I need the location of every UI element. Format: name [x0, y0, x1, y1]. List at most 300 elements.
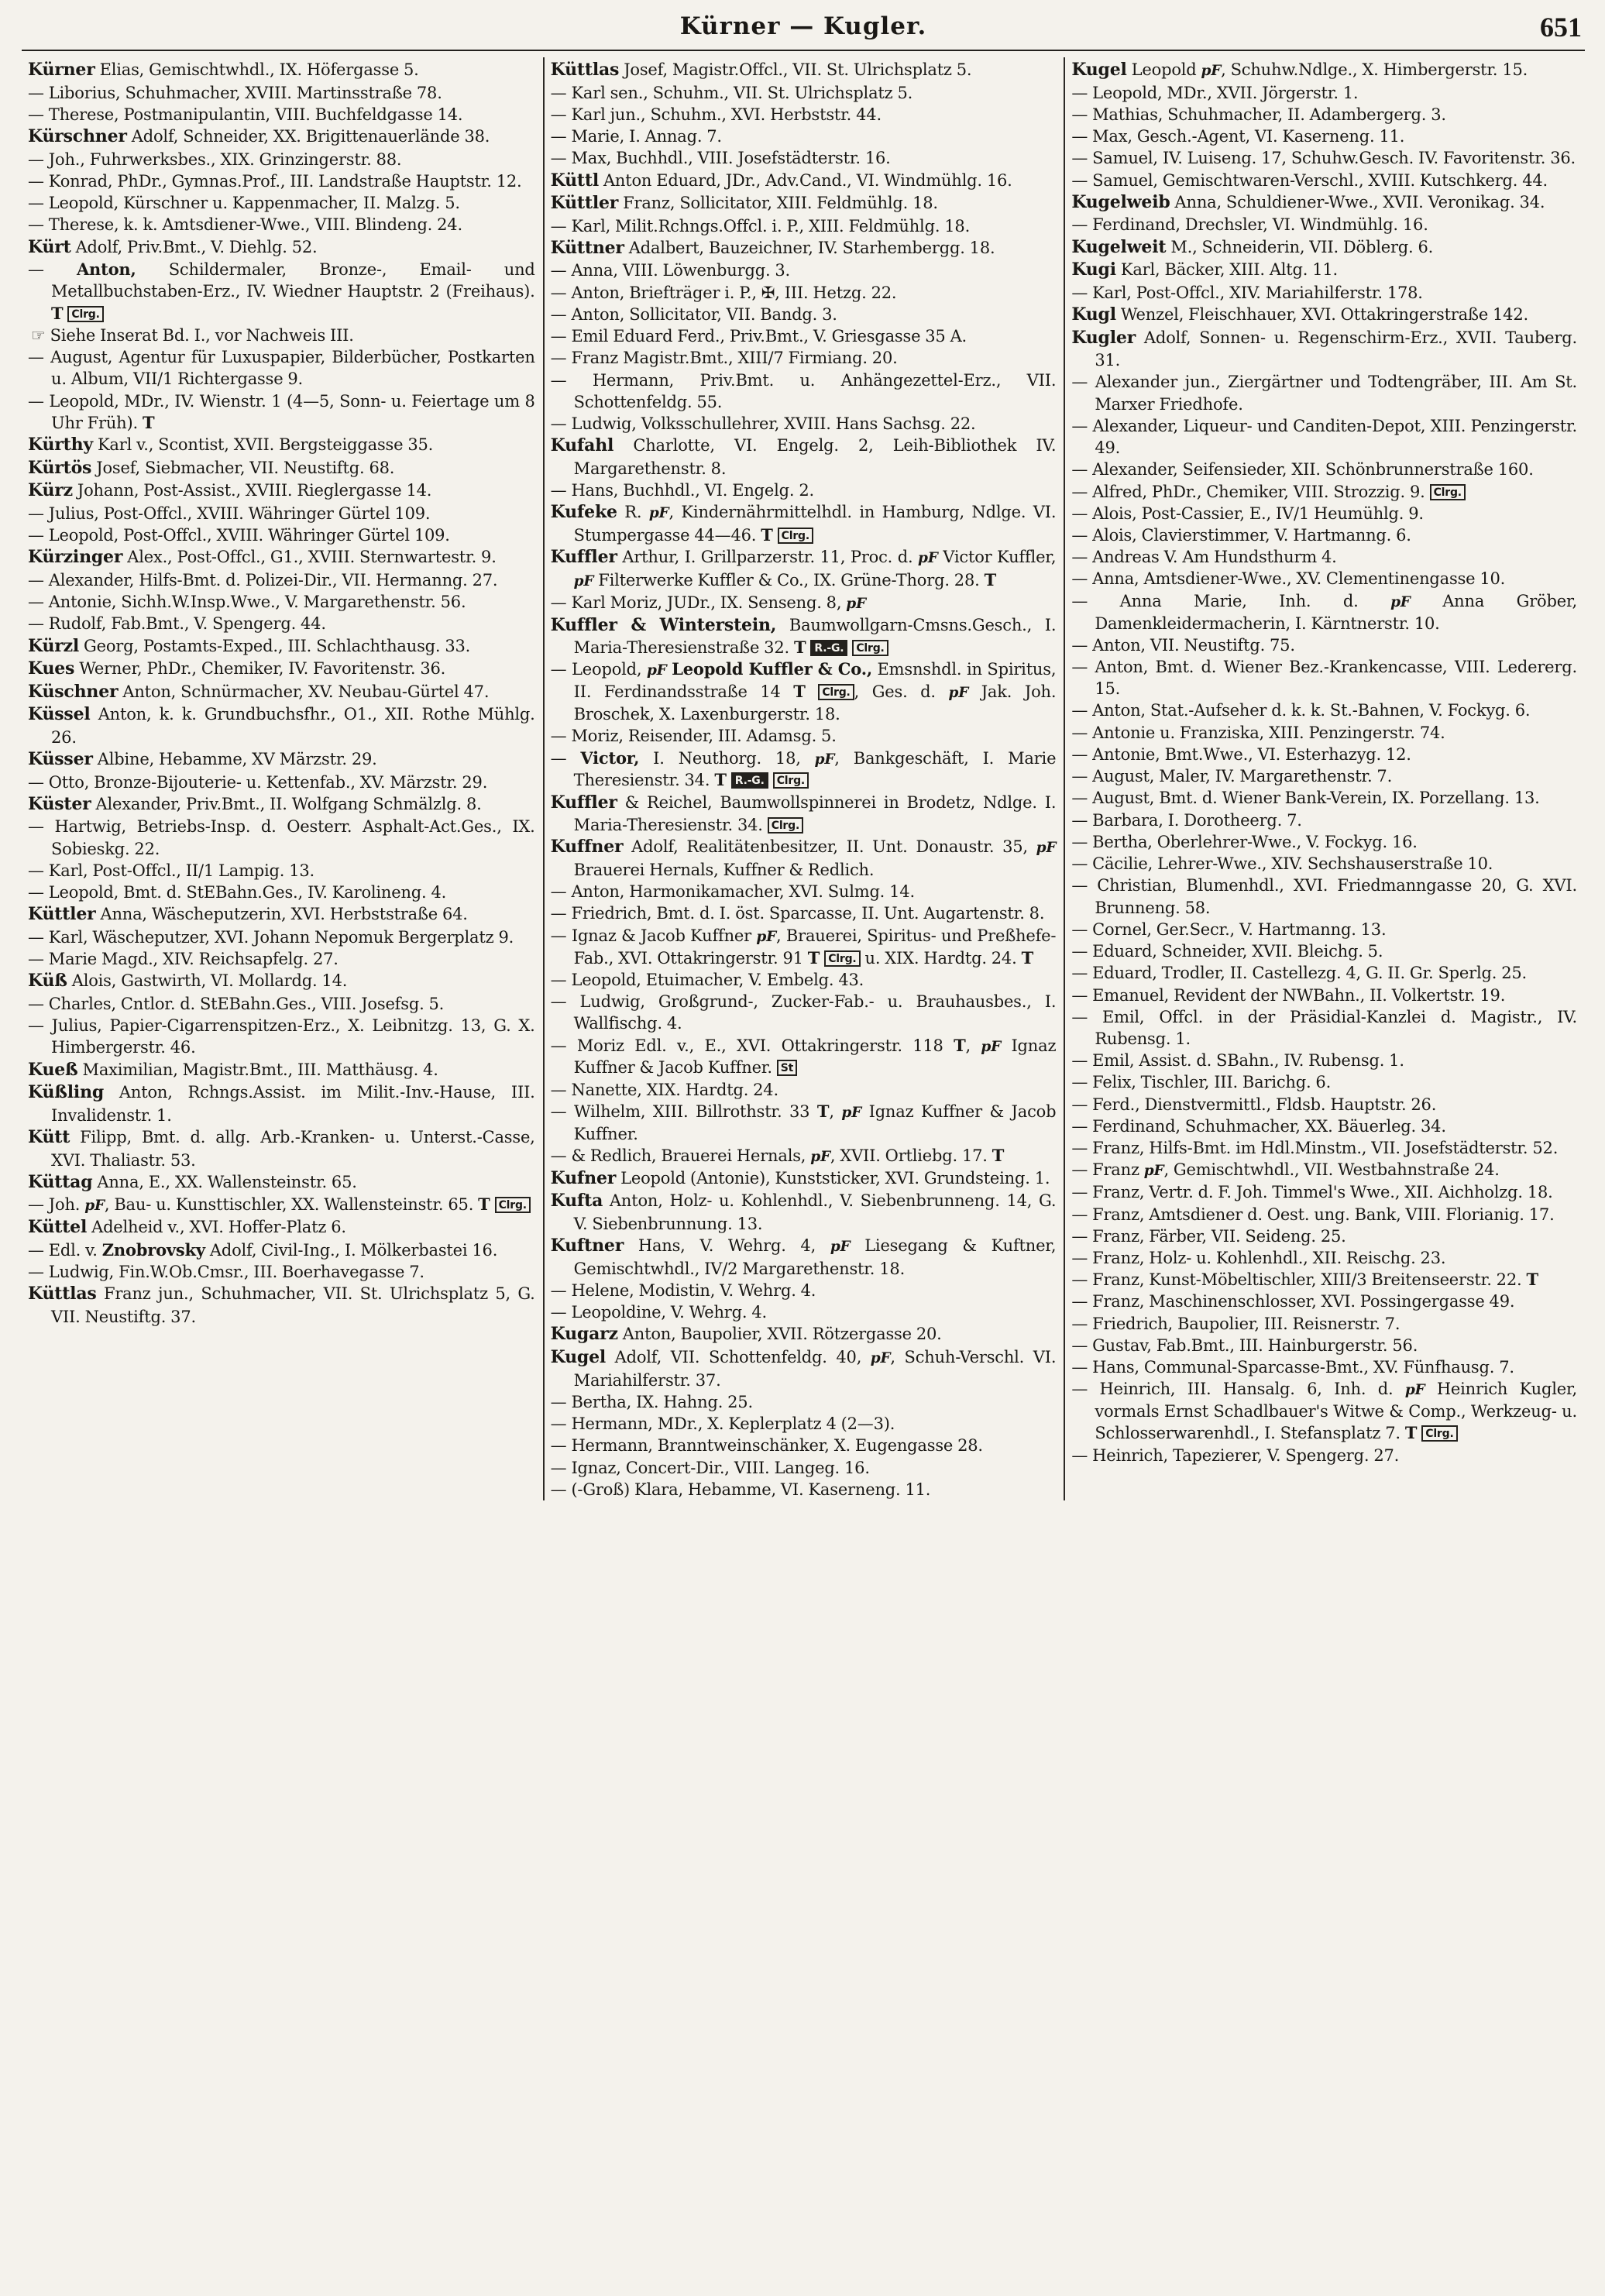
directory-entry: — Max, Buchhdl., VIII. Josefstädterstr. 16.	[550, 149, 891, 168]
telephone-mark: T	[142, 412, 155, 432]
ditto-dash: —	[28, 1263, 44, 1282]
ditto-dash: —	[550, 970, 567, 989]
entry-surname: Kugel	[550, 1347, 607, 1368]
directory-entry: — Franz, Färber, VII. Seideng. 25.	[1071, 1226, 1346, 1246]
directory-entry: — Wilhelm, XIII. Billrothstr. 33 T, pF Ignaz Kuffner & Jacob Kuffner.	[550, 1101, 1057, 1143]
directory-entry: Kürschner Adolf, Schneider, XX. Brigittenauerlände 38.	[28, 126, 490, 147]
entry-surname: Kufeke	[550, 502, 617, 523]
entry-surname: Kuffler	[550, 792, 617, 813]
ditto-dash: —	[1071, 985, 1088, 1005]
ditto-dash: —	[550, 727, 567, 746]
directory-entry: — Franz, Vertr. d. F. Joh. Timmel's Wwe., XII. Aichholzg. 18.	[1071, 1183, 1553, 1202]
directory-entry: Kugi Karl, Bäcker, XIII. Altg. 11.	[1071, 260, 1339, 280]
ditto-dash: —	[550, 1080, 567, 1099]
directory-entry: — Moriz Edl. v., E., XVI. Ottakringerstr. 118 T, pF Ignaz Kuffner & Jacob Kuffner. St	[550, 1035, 1057, 1078]
firma-mark: pF	[981, 1038, 1002, 1055]
ditto-dash: —	[28, 150, 44, 169]
directory-entry: — Cäcilie, Lehrer-Wwe., XIV. Sechshauserstraße 10.	[1071, 854, 1493, 874]
telephone-mark: T	[816, 1101, 830, 1121]
directory-entry: — Franz Magistr.Bmt., XIII/7 Firmiang. 20.	[550, 349, 898, 368]
directory-column-3	[1064, 57, 1585, 1500]
directory-entry: Kürz Johann, Post-Assist., XVIII. Rieglergasse 14.	[28, 480, 432, 501]
ditto-dash: —	[28, 1016, 44, 1036]
ditto-dash: —	[550, 216, 567, 235]
ditto-dash: —	[1071, 942, 1088, 961]
directory-entry: — Anna, VIII. Löwenburgg. 3.	[550, 261, 791, 280]
directory-entry: — Leopold, MDr., XVII. Jörgerstr. 1.	[1071, 83, 1359, 102]
directory-entry: — Max, Gesch.-Agent, VI. Kaserneng. 11.	[1071, 127, 1405, 146]
directory-entry: Kufahl Charlotte, VI. Engelg. 2, Leih-Bibliothek IV. Margarethenstr. 8.	[550, 435, 1057, 478]
directory-entry: — Mathias, Schuhmacher, II. Adambergerg. 3.	[1071, 105, 1446, 124]
entry-surname: Kugi	[1071, 260, 1116, 280]
ditto-dash: —	[28, 861, 44, 880]
entry-surname: Kuftner	[550, 1236, 624, 1256]
directory-entry: — Alois, Post-Cassier, E., IV/1 Heumühlg. 9.	[1071, 504, 1424, 523]
rg-badge: R.-G.	[810, 640, 847, 656]
firma-mark: pF	[573, 572, 594, 589]
entry-surname: Küttl	[550, 170, 599, 191]
directory-entry: — Liborius, Schuhmacher, XVIII. Martinsstraße 78.	[28, 83, 442, 102]
st-badge: St	[777, 1060, 797, 1076]
ditto-dash: —	[1071, 1183, 1088, 1202]
firma-mark: pF	[648, 505, 669, 522]
entry-surname: Küttel	[28, 1217, 88, 1238]
entry-surname: Küßling	[28, 1082, 105, 1103]
ditto-dash: —	[550, 1303, 567, 1322]
firma-mark: pF	[870, 1350, 891, 1367]
ditto-dash: —	[1071, 504, 1088, 523]
directory-entry: — Julius, Papier-Cigarrenspitzen-Erz., X. Leibnitzg. 13, G. X. Himbergerstr. 46.	[28, 1016, 535, 1057]
directory-entry: — Helene, Modistin, V. Wehrg. 4.	[550, 1280, 816, 1300]
directory-entry: — Leopold, Post-Offcl., XVIII. Währinger Gürtel 109.	[28, 525, 450, 545]
directory-entry: Kueß Maximilian, Magistr.Bmt., III. Matthäusg. 4.	[28, 1059, 438, 1080]
ditto-dash: —	[28, 525, 44, 545]
ditto-dash: —	[1071, 1007, 1088, 1026]
entry-surname: Küttlas	[28, 1284, 97, 1304]
directory-entry: — Anton, VII. Neustiftg. 75.	[1071, 635, 1295, 655]
ditto-dash: —	[1071, 1248, 1088, 1267]
entry-surname: Kugelweib	[1071, 191, 1170, 212]
telephone-mark: T	[807, 947, 820, 968]
directory-entry: — Joh., Fuhrwerksbes., XIX. Grinzingerstr. 88.	[28, 150, 402, 169]
directory-entry: — Karl, Post-Offcl., II/1 Lampig. 13.	[28, 861, 315, 880]
directory-entry: — Bertha, IX. Hahng. 25.	[550, 1392, 753, 1411]
ditto-dash: —	[1071, 810, 1088, 830]
directory-entry: Küttler Franz, Sollicitator, XIII. Feldmühlg. 18.	[550, 193, 938, 214]
ditto-dash: —	[1071, 658, 1088, 677]
entry-surname: Kürthy	[28, 435, 93, 455]
ditto-dash: —	[28, 194, 44, 213]
ditto-dash: —	[1071, 1292, 1088, 1311]
ditto-dash: —	[550, 593, 567, 612]
directory-entry: Küttlas Josef, Magistr.Offcl., VII. St. Ulrichsplatz 5.	[550, 60, 972, 80]
directory-entry: — Leopold, MDr., IV. Wienstr. 1 (4—5, Sonn- u. Feiertage um 8 Uhr Früh). T	[28, 391, 535, 432]
directory-entry: Kufta Anton, Holz- u. Kohlenhdl., V. Siebenbrunneng. 14, G. V. Siebenbrunnung. 13.	[550, 1191, 1057, 1233]
ditto-dash: —	[1071, 1445, 1088, 1465]
entry-surname: Kues	[28, 658, 75, 679]
directory-entry: Küssel Anton, k. k. Grundbuchsfhr., O1., XII. Rothe Mühlg. 26.	[28, 704, 535, 747]
running-head-title: Kürner — Kugler.	[679, 12, 927, 40]
directory-entry: — Anton, Schildermaler, Bronze-, Email- und Metallbuchstaben-Erz., IV. Wiedner Hauptstr. 2 (Freihaus). T Clrg.	[28, 260, 535, 323]
directory-entry: — Emil Eduard Ferd., Priv.Bmt., V. Griesgasse 35 A.	[550, 327, 967, 346]
directory-entry: Küster Alexander, Priv.Bmt., II. Wolfgang Schmälzlg. 8.	[28, 793, 482, 814]
entry-surname: Kugelweit	[1071, 236, 1167, 257]
advert-note: ☞ Siehe Inserat Bd. I., vor Nachweis III.	[31, 325, 354, 345]
firma-mark: pF	[948, 685, 969, 702]
entry-surname: Kürt	[28, 236, 71, 257]
columns-container	[22, 57, 1585, 1500]
clearing-badge: Clrg.	[67, 306, 103, 322]
firma-mark: pF	[814, 751, 835, 768]
directory-entry: — Therese, Postmanipulantin, VIII. Buchfeldgasse 14.	[28, 105, 463, 124]
directory-entry: Küttlas Franz jun., Schuhmacher, VII. St. Ulrichsplatz 5, G. VII. Neustiftg. 37.	[28, 1284, 535, 1326]
firma-mark: pF	[646, 662, 667, 679]
cross-icon: ✠	[761, 283, 775, 302]
directory-entry: — Gustav, Fab.Bmt., III. Hainburgerstr. 56.	[1071, 1335, 1418, 1355]
ditto-dash: —	[28, 215, 44, 235]
ditto-dash: —	[1071, 149, 1088, 168]
ditto-dash: —	[1071, 919, 1088, 939]
directory-entry: — Heinrich, Tapezierer, V. Spengerg. 27.	[1071, 1445, 1400, 1465]
telephone-mark: T	[1526, 1270, 1538, 1290]
directory-entry: — August, Bmt. d. Wiener Bank-Verein, IX. Porzellang. 13.	[1071, 789, 1540, 808]
telephone-mark: T	[793, 638, 806, 658]
directory-entry: — Cornel, Ger.Secr., V. Hartmanng. 13.	[1071, 919, 1387, 939]
directory-entry: Küttel Adelheid v., XVI. Hoffer-Platz 6.	[28, 1217, 346, 1238]
ditto-dash: —	[1071, 283, 1088, 302]
entry-surname: Kufner	[550, 1167, 617, 1188]
ditto-dash: —	[28, 105, 44, 124]
directory-entry: — Hans, Buchhdl., VI. Engelg. 2.	[550, 481, 814, 500]
directory-entry: Kürzl Georg, Postamts-Exped., III. Schlachthausg. 33.	[28, 635, 471, 656]
directory-entry: — (-Groß) Klara, Hebamme, VI. Kaserneng. 11.	[550, 1480, 931, 1499]
entry-surname: Kufahl	[550, 435, 614, 456]
entry-surname: Küß	[28, 971, 67, 992]
directory-entry: — Leopoldine, V. Wehrg. 4.	[550, 1303, 767, 1322]
ditto-dash: —	[28, 950, 44, 969]
firma-mark: pF	[846, 595, 866, 612]
firma-mark: pF	[1404, 1382, 1425, 1399]
ditto-dash: —	[550, 1036, 567, 1055]
directory-entry: — Christian, Blumenhdl., XVI. Friedmanngasse 20, G. XVI. Brunneng. 58.	[1071, 876, 1577, 917]
ditto-dash: —	[1071, 373, 1088, 392]
ditto-dash: —	[550, 327, 567, 346]
entry-surname: Küster	[28, 793, 91, 814]
ditto-dash: —	[1071, 1226, 1088, 1246]
directory-entry: — Ferdinand, Drechsler, VI. Windmühlg. 16.	[1071, 215, 1428, 235]
ditto-dash: —	[1071, 1116, 1088, 1136]
directory-entry: — Karl, Wäscheputzer, XVI. Johann Nepomuk Bergerplatz 9.	[28, 927, 514, 947]
telephone-mark: T	[478, 1194, 490, 1215]
ditto-dash: —	[550, 1458, 567, 1477]
directory-entry: — Friedrich, Bmt. d. I. öst. Sparcasse, II. Unt. Augartenstr. 8.	[550, 904, 1045, 923]
entry-surname: Kugel	[1071, 60, 1127, 80]
ditto-dash: —	[1071, 548, 1088, 567]
ditto-dash: —	[28, 504, 44, 523]
entry-surname: Küsser	[28, 749, 93, 770]
ditto-dash: —	[1071, 1139, 1088, 1158]
entry-surname: Küschner	[28, 681, 119, 702]
ditto-dash: —	[550, 882, 567, 902]
directory-entry: — Franz, Holz- u. Kohlenhdl., XII. Reischg. 23.	[1071, 1248, 1446, 1267]
entry-surname: Kürzl	[28, 635, 80, 656]
clearing-badge: Clrg.	[824, 950, 860, 967]
ditto-dash: —	[1071, 744, 1088, 764]
directory-entry: — Emil, Offcl. in der Präsidial-Kanzlei d. Magistr., IV. Rubensg. 1.	[1071, 1007, 1577, 1048]
directory-entry: Küttler Anna, Wäscheputzerin, XVI. Herbststraße 64.	[28, 904, 468, 925]
ditto-dash: —	[550, 283, 567, 302]
directory-entry: — Hermann, MDr., X. Keplerplatz 4 (2—3).	[550, 1414, 895, 1434]
ditto-dash: —	[550, 414, 567, 434]
directory-entry: — Karl Moriz, JUDr., IX. Senseng. 8, pF	[550, 593, 866, 612]
directory-entry: — Franz pF, Gemischtwhdl., VII. Westbahnstraße 24.	[1071, 1160, 1500, 1180]
directory-entry: — Anton, Briefträger i. P., ✠, III. Hetzg. 22.	[550, 283, 897, 302]
directory-entry: — Leopold, Bmt. d. StEBahn.Ges., IV. Karolineng. 4.	[28, 883, 447, 902]
directory-entry: — Eduard, Trodler, II. Castellezg. 4, G. II. Gr. Sperlg. 25.	[1071, 964, 1527, 983]
directory-entry: Kürner Elias, Gemischtwhdl., IX. Höfergasse 5.	[28, 60, 419, 80]
directory-entry: — August, Agentur für Luxuspapier, Bilderbücher, Postkarten u. Album, VII/1 Richtergasse 9.	[28, 348, 535, 389]
directory-entry: Kuffler Arthur, I. Grillparzerstr. 11, Proc. d. pF Victor Kuffler, pF Filterwerke Kuffler & Co., IX. Grüne-Thorg. 28. T	[550, 547, 1057, 589]
ditto-dash: —	[1071, 525, 1088, 545]
ditto-dash: —	[1071, 832, 1088, 851]
directory-entry: Kufeke R. pF, Kindernährmittelhdl. in Hamburg, Ndlge. VI. Stumpergasse 44—46. T Clrg.	[550, 502, 1057, 545]
entry-surname: Küttag	[28, 1171, 93, 1192]
ditto-dash: —	[1071, 591, 1088, 610]
firma-mark: pF	[756, 928, 777, 945]
directory-entry: — Anton, Sollicitator, VII. Bandg. 3.	[550, 304, 837, 324]
clearing-badge: Clrg.	[1430, 484, 1466, 500]
directory-entry: Küttner Adalbert, Bauzeichner, IV. Starhembergg. 18.	[550, 237, 995, 258]
telephone-mark: T	[714, 770, 727, 790]
directory-entry: — Leopold, pF Leopold Kuffler & Co., Emsnshdl. in Spiritus, II. Ferdinandsstraße 14 T Clrg. , Ges. d. pF Jak. Joh. Broschek, X. Laxenburgerstr. 18.	[550, 659, 1057, 724]
ditto-dash: —	[1071, 416, 1088, 435]
directory-entry: Kütt Filipp, Bmt. d. allg. Arb.-Kranken- u. Unterst.-Casse, XVI. Thaliastr. 53.	[28, 1127, 535, 1170]
telephone-mark: T	[954, 1035, 966, 1055]
ditto-dash: —	[1071, 170, 1088, 190]
directory-entry: — Antonie u. Franziska, XIII. Penzingerstr. 74.	[1071, 723, 1445, 742]
directory-entry: — Emil, Assist. d. SBahn., IV. Rubensg. 1.	[1071, 1051, 1404, 1071]
entry-surname: Kufta	[550, 1191, 603, 1212]
directory-entry: Kugarz Anton, Baupolier, XVII. Rötzergasse 20.	[550, 1324, 942, 1345]
directory-entry: — Felix, Tischler, III. Barichg. 6.	[1071, 1073, 1332, 1092]
directory-entry: — Leopold, Kürschner u. Kappenmacher, II. Malzg. 5.	[28, 194, 460, 213]
ditto-dash: —	[550, 304, 567, 324]
directory-entry: Kuffler & Winterstein, Baumwollgarn-Cmsns.Gesch., I. Maria-Theresienstraße 32. T R.-G. Clrg.	[550, 614, 1057, 658]
directory-entry: — Andreas V. Am Hundsthurm 4.	[1071, 548, 1337, 567]
directory-entry: — Karl, Milit.Rchngs.Offcl. i. P., XIII. Feldmühlg. 18.	[550, 216, 971, 235]
entry-surname: Kuffler	[550, 547, 617, 568]
directory-entry: — Heinrich, III. Hansalg. 6, Inh. d. pF Heinrich Kugler, vormals Ernst Schadlbauer's Witwe & Comp., Werkzeug- u. Schlosserwarenhdl., I. Stefansplatz 7. T Clrg.	[1071, 1380, 1577, 1443]
ditto-dash: —	[550, 1480, 567, 1499]
telephone-mark: T	[984, 569, 996, 589]
rg-badge: R.-G.	[731, 772, 768, 789]
hand-icon: ☞	[31, 325, 46, 345]
entry-surname: Kugl	[1071, 304, 1116, 325]
directory-entry: — Otto, Bronze-Bijouterie- u. Kettenfab., XV. Märzstr. 29.	[28, 772, 488, 792]
ditto-dash: —	[28, 391, 44, 411]
directory-entry: — Charles, Cntlor. d. StEBahn.Ges., VIII. Josefsg. 5.	[28, 995, 445, 1013]
firma-mark: pF	[1201, 63, 1222, 79]
directory-entry: — Anna, Amtsdiener-Wwe., XV. Clementinengasse 10.	[1071, 569, 1506, 589]
clearing-badge: Clrg.	[818, 684, 854, 700]
ditto-dash: —	[550, 83, 567, 102]
ditto-dash: —	[1071, 127, 1088, 146]
directory-entry: — Victor, I. Neuthorg. 18, pF, Bankgeschäft, I. Marie Theresienstr. 34. T R.-G. Clrg.	[550, 748, 1057, 790]
ditto-dash: —	[1071, 1160, 1088, 1180]
directory-entry: — Marie Magd., XIV. Reichsapfelg. 27.	[28, 950, 339, 969]
directory-entry: — Franz, Maschinenschlosser, XVI. Possingergasse 49.	[1071, 1292, 1515, 1311]
directory-entry: Kugelweit M., Schneiderin, VII. Döblerg. 6.	[1071, 236, 1434, 257]
ditto-dash: —	[550, 105, 567, 124]
ditto-dash: —	[1071, 1073, 1088, 1092]
ditto-dash: —	[550, 127, 567, 146]
header-rule	[22, 50, 1585, 51]
ditto-dash: —	[1071, 1335, 1088, 1355]
ditto-dash: —	[550, 1102, 567, 1121]
entry-surname: Kugarz	[550, 1324, 618, 1345]
directory-entry: — Joh. pF, Bau- u. Kunsttischler, XX. Wallensteinstr. 65. T Clrg.	[28, 1194, 535, 1216]
entry-surname: Kürner	[28, 60, 95, 80]
ditto-dash: —	[28, 1240, 44, 1260]
entry-surname: Küttlas	[550, 60, 620, 80]
directory-entry: — Karl sen., Schuhm., VII. St. Ulrichsplatz 5.	[550, 83, 913, 102]
ditto-dash: —	[550, 904, 567, 923]
ditto-dash: —	[28, 593, 44, 612]
directory-entry: — Julius, Post-Offcl., XVIII. Währinger Gürtel 109.	[28, 504, 431, 523]
directory-entry: — Ignaz, Concert-Dir., VIII. Langeg. 16.	[550, 1458, 870, 1477]
directory-entry: — Franz, Amtsdiener d. Oest. ung. Bank, VIII. Florianig. 17.	[1071, 1205, 1555, 1224]
ditto-dash: —	[550, 1280, 567, 1300]
entry-surname: Küttler	[28, 904, 96, 925]
directory-entry: — Samuel, IV. Luiseng. 17, Schuhw.Gesch. IV. Favoritenstr. 36.	[1071, 149, 1576, 168]
firma-mark: pF	[1390, 593, 1411, 610]
directory-entry: — Franz, Kunst-Möbeltischler, XIII/3 Breitenseerstr. 22. T	[1071, 1270, 1538, 1290]
clearing-badge: Clrg.	[495, 1197, 531, 1213]
directory-entry: Kürtös Josef, Siebmacher, VII. Neustiftg. 68.	[28, 457, 395, 478]
firma-mark: pF	[841, 1104, 862, 1121]
directory-entry: — Emanuel, Revident der NWBahn., II. Volkertstr. 19.	[1071, 985, 1506, 1005]
directory-entry: Küß Alois, Gastwirth, VI. Mollardg. 14.	[28, 971, 348, 992]
entry-surname: Kütt	[28, 1127, 70, 1148]
ditto-dash: —	[1071, 854, 1088, 874]
directory-entry: — Barbara, I. Dorotheerg. 7.	[1071, 810, 1302, 830]
entry-surname: Kuffner	[550, 837, 624, 858]
ditto-dash: —	[1071, 876, 1088, 895]
ditto-dash: —	[28, 883, 44, 902]
ditto-dash: —	[1071, 1205, 1088, 1224]
directory-entry: Kugler Adolf, Sonnen- u. Regenschirm-Erz., XVII. Tauberg. 31.	[1071, 327, 1577, 370]
directory-entry: — Alexander, Seifensieder, XII. Schönbrunnerstraße 160.	[1071, 460, 1534, 479]
clearing-badge: Clrg.	[852, 640, 888, 656]
ditto-dash: —	[550, 1392, 567, 1411]
ditto-dash: —	[28, 995, 44, 1013]
firma-mark: pF	[830, 1239, 851, 1256]
clearing-badge: Clrg.	[773, 772, 809, 789]
ditto-dash: —	[550, 1436, 567, 1456]
directory-entry: — Rudolf, Fab.Bmt., V. Spengerg. 44.	[28, 614, 326, 634]
directory-entry: — Hartwig, Betriebs-Insp. d. Oesterr. Asphalt-Act.Ges., IX. Sobieskg. 22.	[28, 817, 535, 858]
directory-entry: — Nanette, XIX. Hardtg. 24.	[550, 1080, 778, 1099]
directory-entry: Kugel Leopold pF, Schuhw.Ndlge., X. Himbergerstr. 15.	[1071, 60, 1528, 80]
ditto-dash: —	[1071, 1270, 1088, 1290]
directory-entry: Kürt Adolf, Priv.Bmt., V. Diehlg. 52.	[28, 236, 318, 257]
ditto-dash: —	[550, 1414, 567, 1434]
ditto-dash: —	[1071, 569, 1088, 589]
ditto-dash: —	[28, 927, 44, 947]
directory-entry: — Moriz, Reisender, III. Adamsg. 5.	[550, 727, 837, 746]
directory-entry: Kuffner Adolf, Realitätenbesitzer, II. Unt. Donaustr. 35, pF Brauerei Hernals, Kuffner & Redlich.	[550, 837, 1057, 879]
directory-entry: — August, Maler, IV. Margarethenstr. 7.	[1071, 767, 1393, 786]
entry-surname: Kueß	[28, 1059, 78, 1080]
firma-mark: pF	[1143, 1163, 1164, 1180]
directory-entry: — Friedrich, Baupolier, III. Reisnerstr. 7.	[1071, 1314, 1401, 1333]
entry-surname: Kuffler & Winterstein,	[550, 614, 777, 635]
ditto-dash: —	[1071, 789, 1088, 808]
ditto-dash: —	[550, 261, 567, 280]
directory-entry: Kürzinger Alex., Post-Offcl., G1., XVIII. Sternwartestr. 9.	[28, 547, 497, 568]
directory-entry: — Ferd., Dienstvermittl., Fldsb. Hauptstr. 26.	[1071, 1095, 1437, 1114]
entry-surname: Kürtös	[28, 457, 92, 478]
ditto-dash: —	[1071, 964, 1088, 983]
directory-entry: — Alfred, PhDr., Chemiker, VIII. Strozzig. 9. Clrg.	[1071, 481, 1577, 503]
ditto-dash: —	[1071, 83, 1088, 102]
directory-entry: — Antonie, Bmt.Wwe., VI. Esterhazyg. 12.	[1071, 744, 1411, 764]
directory-entry: — Anton, Stat.-Aufseher d. k. k. St.-Bahnen, V. Fockyg. 6.	[1071, 701, 1531, 720]
directory-entry: — Eduard, Schneider, XVII. Bleichg. 5.	[1071, 942, 1383, 961]
directory-entry: Kugelweib Anna, Schuldiener-Wwe., XVII. Veronikag. 34.	[1071, 191, 1545, 212]
directory-entry: — Konrad, PhDr., Gymnas.Prof., III. Landstraße Hauptstr. 12.	[28, 171, 522, 191]
ditto-dash: —	[1071, 1380, 1088, 1399]
directory-entry: — Ignaz & Jacob Kuffner pF, Brauerei, Spiritus- und Preßhefe-Fab., XVI. Ottakringerstr. 91 T Clrg. u. XIX. Hardtg. 24. T	[550, 926, 1057, 968]
directory-entry: — Ludwig, Großgrund-, Zucker-Fab.- u. Brauhausbes., I. Wallfischg. 4.	[550, 992, 1057, 1033]
entry-surname: Kürschner	[28, 126, 127, 147]
directory-entry: Küschner Anton, Schnürmacher, XV. Neubau-Gürtel 47.	[28, 681, 490, 702]
firma-mark: pF	[810, 1148, 830, 1165]
ditto-dash: —	[1071, 723, 1088, 742]
directory-column-2	[543, 57, 1064, 1500]
ditto-dash: —	[28, 570, 44, 589]
entry-surname: Kürz	[28, 480, 73, 501]
ditto-dash: —	[550, 149, 567, 168]
ditto-dash: —	[1071, 701, 1088, 720]
directory-entry: — Therese, k. k. Amtsdiener-Wwe., VIII. Blindeng. 24.	[28, 215, 462, 235]
directory-entry: — Ludwig, Volksschullehrer, XVIII. Hans Sachsg. 22.	[550, 414, 976, 434]
directory-entry: — Alois, Clavierstimmer, V. Hartmanng. 6.	[1071, 525, 1411, 545]
directory-entry: Kugel Adolf, VII. Schottenfeldg. 40, pF, Schuh-Verschl. VI. Mariahilferstr. 37.	[550, 1347, 1057, 1390]
ditto-dash: —	[550, 370, 567, 390]
directory-column-1	[22, 57, 543, 1500]
ditto-dash: —	[550, 1146, 567, 1165]
directory-entry: Küßling Anton, Rchngs.Assist. im Milit.-Inv.-Hause, III. Invalidenstr. 1.	[28, 1082, 535, 1125]
directory-entry: Küsser Albine, Hebamme, XV Märzstr. 29.	[28, 749, 377, 770]
directory-entry: Kugl Wenzel, Fleischhauer, XVI. Ottakringerstraße 142.	[1071, 304, 1528, 325]
ditto-dash: —	[28, 772, 44, 792]
ditto-dash: —	[1071, 1358, 1088, 1377]
directory-entry: — Anton, Bmt. d. Wiener Bez.-Krankencasse, VIII. Ledererg. 15.	[1071, 658, 1577, 699]
directory-entry: — Anton, Harmonikamacher, XVI. Sulmg. 14.	[550, 882, 915, 902]
entry-surname: Kugler	[1071, 327, 1136, 348]
telephone-mark: T	[1021, 947, 1033, 968]
ditto-dash: —	[1071, 1314, 1088, 1333]
firma-mark: pF	[918, 550, 938, 567]
directory-entry: — Hans, Communal-Sparcasse-Bmt., XV. Fünfhausg. 7.	[1071, 1358, 1514, 1377]
directory-entry: — Ferdinand, Schuhmacher, XX. Bäuerleg. 34.	[1071, 1116, 1446, 1136]
page-number: 651	[1540, 12, 1582, 43]
ditto-dash: —	[1071, 460, 1088, 479]
clearing-badge: Clrg.	[778, 528, 813, 544]
directory-entry: Küttl Anton Eduard, JDr., Adv.Cand., VI. Windmühlg. 16.	[550, 170, 1012, 191]
telephone-mark: T	[793, 682, 806, 702]
